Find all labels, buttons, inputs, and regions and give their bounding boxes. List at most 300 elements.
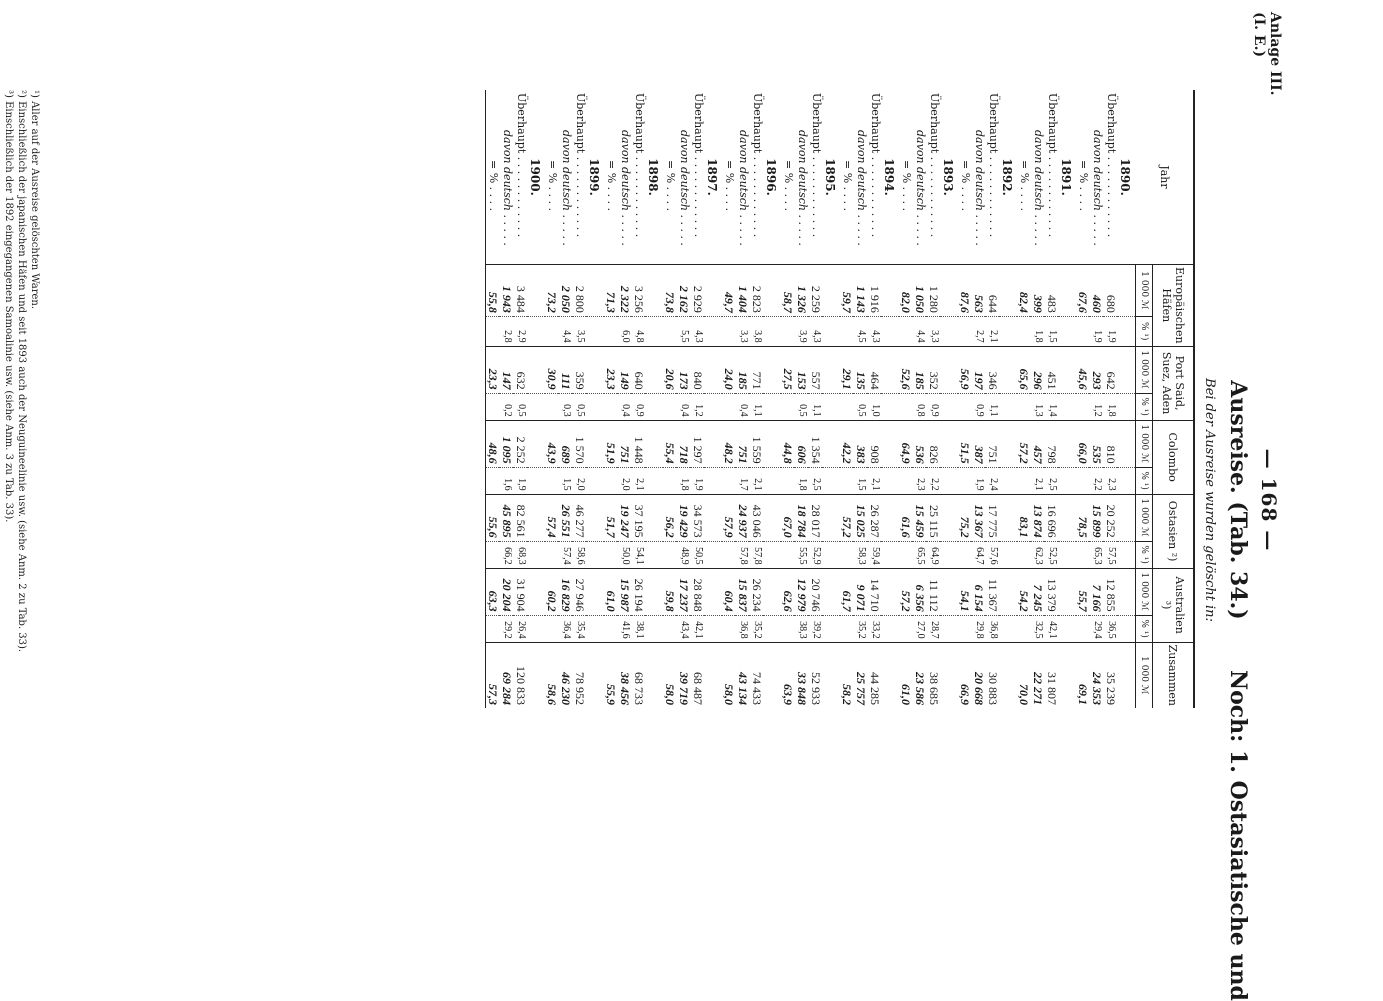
table-row — [573, 90, 587, 708]
percent-cell: 57,4 — [559, 541, 573, 568]
value-cell: 44,8 — [781, 420, 795, 467]
percent-cell: 32,5 — [1031, 615, 1045, 642]
value-cell: 7 166 — [1090, 568, 1104, 615]
empty-cell — [646, 316, 663, 346]
row-label: Überhaupt . . . . . . . . . . . . — [810, 93, 823, 238]
percent-cell — [722, 316, 736, 346]
percent-cell — [840, 393, 854, 420]
value-cell: 3 484 — [514, 265, 528, 317]
value-cell: 535 — [1090, 420, 1104, 467]
value-cell: 57,3 — [486, 642, 501, 708]
value-cell: 632 — [514, 346, 528, 393]
percent-cell: 5,5 — [677, 316, 691, 346]
value-cell: 71,3 — [604, 265, 618, 317]
value-cell: 2 929 — [691, 265, 705, 317]
value-cell: 87,6 — [958, 265, 972, 317]
percent-cell: 2,7 — [972, 316, 986, 346]
percent-cell: 66,2 — [500, 541, 514, 568]
percent-cell — [840, 615, 854, 642]
value-cell: 30,9 — [545, 346, 559, 393]
percent-cell: 35,2 — [750, 615, 764, 642]
value-cell: 16 829 — [559, 568, 573, 615]
percent-cell: 29,8 — [972, 615, 986, 642]
empty-cell — [941, 568, 958, 615]
value-cell: 293 — [1090, 346, 1104, 393]
value-cell: 68 487 — [691, 642, 705, 708]
percent-cell: 2,1 — [986, 316, 1000, 346]
empty-cell — [764, 642, 781, 708]
percent-cell: 65,5 — [913, 541, 927, 568]
empty-cell — [587, 642, 604, 708]
value-cell: 56,2 — [663, 494, 677, 541]
percent-cell — [604, 615, 618, 642]
percent-cell: 0,9 — [927, 393, 941, 420]
value-cell: 135 — [854, 346, 868, 393]
value-cell: 48,6 — [486, 420, 501, 467]
appendix-title: Anlage III. — [1267, 12, 1283, 96]
value-cell: 63,3 — [486, 568, 501, 615]
value-cell: 62,6 — [781, 568, 795, 615]
percent-cell: 52,5 — [1045, 541, 1059, 568]
empty-cell — [823, 420, 840, 467]
value-cell: 149 — [618, 346, 632, 393]
empty-cell — [1059, 467, 1076, 494]
percent-cell — [899, 393, 913, 420]
percent-cell: 4,4 — [559, 316, 573, 346]
value-cell: 296 — [1031, 346, 1045, 393]
col-header-zusammen: Zusammen — [1153, 642, 1195, 708]
percent-cell — [781, 393, 795, 420]
value-cell: 2 162 — [677, 265, 691, 317]
value-cell: 1 326 — [795, 265, 809, 317]
value-cell: 63,9 — [781, 642, 795, 708]
value-cell: 20 204 — [500, 568, 514, 615]
empty-cell — [587, 568, 604, 615]
percent-cell — [663, 467, 677, 494]
value-cell: 51,5 — [958, 420, 972, 467]
empty-cell — [1000, 393, 1017, 420]
empty-cell — [941, 467, 958, 494]
value-cell: 55,9 — [604, 642, 618, 708]
empty-cell — [941, 316, 958, 346]
table-row — [927, 90, 941, 708]
unit-pct: % ¹) — [1136, 316, 1153, 346]
value-cell: 11 367 — [986, 568, 1000, 615]
value-cell: 810 — [1104, 420, 1118, 467]
empty-cell — [646, 467, 663, 494]
percent-cell: 4,8 — [632, 316, 646, 346]
value-cell: 6 356 — [913, 568, 927, 615]
percent-cell: 26,4 — [514, 615, 528, 642]
year-heading-row — [1000, 90, 1017, 708]
empty-cell — [646, 642, 663, 708]
percent-cell — [486, 541, 501, 568]
value-cell: 58,0 — [722, 642, 736, 708]
value-cell: 28 017 — [809, 494, 823, 541]
percent-cell — [781, 541, 795, 568]
empty-cell — [587, 420, 604, 467]
value-cell: 346 — [986, 346, 1000, 393]
table-row — [736, 90, 750, 708]
row-label: davon deutsch . . . . . — [1032, 130, 1045, 246]
value-cell: 55,7 — [1076, 568, 1090, 615]
value-cell: 58,7 — [781, 265, 795, 317]
percent-cell: 33,2 — [868, 615, 882, 642]
percent-cell: 2,1 — [1031, 467, 1045, 494]
year-heading-row — [823, 90, 840, 708]
percent-cell — [1076, 541, 1090, 568]
percent-cell: 62,3 — [1031, 541, 1045, 568]
empty-cell — [882, 642, 899, 708]
empty-cell — [941, 642, 958, 708]
value-cell: 61,0 — [604, 568, 618, 615]
empty-cell — [764, 541, 781, 568]
percent-cell: 52,9 — [809, 541, 823, 568]
table-subtitle: Bei der Ausreise wurden gelöscht in: — [1202, 378, 1217, 622]
percent-cell — [604, 316, 618, 346]
table-row — [663, 90, 677, 708]
empty-cell — [528, 420, 545, 467]
row-label: Überhaupt . . . . . . . . . . . . — [692, 93, 705, 238]
percent-cell — [604, 467, 618, 494]
value-cell: 55,6 — [486, 494, 501, 541]
value-cell: 34 573 — [691, 494, 705, 541]
value-cell: 153 — [795, 346, 809, 393]
percent-cell: 50,0 — [618, 541, 632, 568]
percent-cell: 1,2 — [1090, 393, 1104, 420]
row-label: davon deutsch . . . . . — [501, 130, 514, 246]
percent-cell: 2,5 — [1045, 467, 1059, 494]
empty-cell — [1000, 541, 1017, 568]
table-row — [899, 90, 913, 708]
value-cell: 45,6 — [1076, 346, 1090, 393]
percent-cell: 0,4 — [618, 393, 632, 420]
value-cell: 35 239 — [1104, 642, 1118, 708]
value-cell: 42,2 — [840, 420, 854, 467]
empty-cell — [882, 316, 899, 346]
percent-cell — [663, 393, 677, 420]
empty-cell — [882, 346, 899, 393]
value-cell: 74 433 — [750, 642, 764, 708]
year-heading-row — [587, 90, 604, 708]
value-cell: 483 — [1045, 265, 1059, 317]
value-cell: 52 933 — [809, 642, 823, 708]
percent-cell: 4,3 — [868, 316, 882, 346]
value-cell: 31 807 — [1045, 642, 1059, 708]
table-row — [913, 90, 927, 708]
percent-cell: 36,8 — [986, 615, 1000, 642]
percent-cell: 0,2 — [500, 393, 514, 420]
percent-cell: 0,4 — [677, 393, 691, 420]
table-row — [677, 90, 691, 708]
row-label: davon deutsch . . . . . — [1091, 130, 1104, 246]
percent-cell: 64,7 — [972, 541, 986, 568]
empty-cell — [528, 615, 545, 642]
empty-cell — [587, 346, 604, 393]
empty-cell — [941, 420, 958, 467]
percent-cell: 43,4 — [677, 615, 691, 642]
year-heading-row — [764, 90, 781, 708]
value-cell: 82 561 — [514, 494, 528, 541]
row-label: davon deutsch . . . . . — [973, 130, 986, 246]
percent-cell — [663, 615, 677, 642]
empty-cell — [823, 568, 840, 615]
row-label: davon deutsch . . . . . — [737, 130, 750, 246]
table-row — [795, 90, 809, 708]
value-cell: 27,5 — [781, 346, 795, 393]
empty-cell — [705, 568, 722, 615]
value-cell: 64,9 — [899, 420, 913, 467]
empty-cell — [705, 316, 722, 346]
year-heading-row — [528, 90, 545, 708]
percent-cell: 3,3 — [927, 316, 941, 346]
table-row — [868, 90, 882, 708]
percent-cell — [545, 316, 559, 346]
value-cell: 24 937 — [736, 494, 750, 541]
percent-cell: 58,6 — [573, 541, 587, 568]
percent-cell: 1,2 — [691, 393, 705, 420]
empty-cell — [1118, 642, 1136, 708]
value-cell: 57,2 — [1017, 420, 1031, 467]
percent-cell: 57,6 — [986, 541, 1000, 568]
value-cell: 751 — [736, 420, 750, 467]
value-cell: 37 195 — [632, 494, 646, 541]
empty-cell — [941, 265, 958, 317]
title-main: Ausreise. — [1225, 380, 1251, 494]
empty-cell — [705, 346, 722, 393]
value-cell: 78,5 — [1076, 494, 1090, 541]
value-cell: 185 — [736, 346, 750, 393]
value-cell: 15 987 — [618, 568, 632, 615]
value-cell: 14 710 — [868, 568, 882, 615]
title-continuation: Noch: 1. Ostasiatische und — [1225, 670, 1251, 1001]
value-cell: 798 — [1045, 420, 1059, 467]
value-cell: 67,6 — [1076, 265, 1090, 317]
percent-cell — [486, 316, 501, 346]
empty-cell — [823, 541, 840, 568]
col-header-europe: Europäischen Häfen — [1153, 265, 1195, 347]
value-cell: 51,9 — [604, 420, 618, 467]
percent-cell: 1,8 — [677, 467, 691, 494]
empty-cell — [882, 541, 899, 568]
percent-cell: 58,3 — [854, 541, 868, 568]
value-cell: 38 456 — [618, 642, 632, 708]
value-cell: 680 — [1104, 265, 1118, 317]
percent-cell: 1,4 — [1045, 393, 1059, 420]
year-label: 1897. — [705, 158, 719, 196]
empty-cell — [764, 346, 781, 393]
col-header-colombo: Colombo — [1153, 420, 1195, 494]
empty-cell — [1118, 494, 1136, 541]
value-cell: 2 800 — [573, 265, 587, 317]
value-cell: 57,4 — [545, 494, 559, 541]
value-cell: 54,2 — [1017, 568, 1031, 615]
percent-cell — [958, 541, 972, 568]
value-cell: 120 833 — [514, 642, 528, 708]
value-cell: 23 586 — [913, 642, 927, 708]
empty-cell — [528, 467, 545, 494]
value-cell: 31 904 — [514, 568, 528, 615]
unit-pct: % ¹) — [1136, 393, 1153, 420]
percent-cell: 29,2 — [500, 615, 514, 642]
value-cell: 640 — [632, 346, 646, 393]
percent-cell: 41,6 — [618, 615, 632, 642]
empty-cell — [587, 615, 604, 642]
table-row — [1045, 90, 1059, 708]
col-header-australien: Australien ³) — [1153, 568, 1195, 642]
year-label: 1896. — [764, 158, 778, 196]
value-cell: 56,9 — [958, 346, 972, 393]
table-row — [559, 90, 573, 708]
row-label: = % . . . . — [486, 90, 501, 265]
percent-cell: 1,1 — [986, 393, 1000, 420]
table-row — [781, 90, 795, 708]
row-label: davon deutsch . . . . . — [855, 130, 868, 246]
percent-cell — [899, 615, 913, 642]
percent-cell: 4,4 — [913, 316, 927, 346]
percent-cell: 4,3 — [809, 316, 823, 346]
empty-cell — [882, 615, 899, 642]
percent-cell: 1,9 — [972, 467, 986, 494]
value-cell: 111 — [559, 346, 573, 393]
value-cell: 61,6 — [899, 494, 913, 541]
percent-cell: 35,2 — [854, 615, 868, 642]
row-label: Überhaupt . . . . . . . . . . . . — [574, 93, 587, 238]
empty-cell — [646, 420, 663, 467]
value-cell: 557 — [809, 346, 823, 393]
value-cell: 58,0 — [663, 642, 677, 708]
percent-cell: 1,1 — [750, 393, 764, 420]
empty-cell — [1000, 265, 1017, 317]
empty-cell — [1059, 346, 1076, 393]
value-cell: 48,2 — [722, 420, 736, 467]
empty-cell — [1118, 265, 1136, 317]
row-label: = % . . . . — [900, 160, 913, 212]
empty-cell — [1059, 615, 1076, 642]
value-cell: 57,9 — [722, 494, 736, 541]
value-cell: 46 230 — [559, 642, 573, 708]
percent-cell — [899, 467, 913, 494]
percent-cell — [958, 467, 972, 494]
value-cell: 147 — [500, 346, 514, 393]
percent-cell: 2,1 — [632, 467, 646, 494]
value-cell: 6 154 — [972, 568, 986, 615]
percent-cell — [722, 393, 736, 420]
percent-cell: 65,3 — [1090, 541, 1104, 568]
col-header-ostasien: Ostasien ²) — [1153, 494, 1195, 568]
empty-cell — [764, 494, 781, 541]
empty-cell — [646, 265, 663, 317]
value-cell: 1 297 — [691, 420, 705, 467]
percent-cell: 0,5 — [573, 393, 587, 420]
empty-cell — [1118, 346, 1136, 393]
table-row — [809, 90, 823, 708]
empty-cell — [646, 346, 663, 393]
percent-cell — [899, 541, 913, 568]
year-label: 1891. — [1059, 158, 1073, 196]
table-row — [500, 90, 514, 708]
percent-cell — [1017, 615, 1031, 642]
percent-cell: 42,1 — [1045, 615, 1059, 642]
empty-cell — [705, 541, 722, 568]
percent-cell: 36,5 — [1104, 615, 1118, 642]
value-cell: 644 — [986, 265, 1000, 317]
row-label: = % . . . . — [959, 160, 972, 212]
empty-cell — [1059, 393, 1076, 420]
empty-cell — [1000, 420, 1017, 467]
empty-cell — [646, 568, 663, 615]
empty-cell — [941, 393, 958, 420]
value-cell: 1 916 — [868, 265, 882, 317]
percent-cell — [486, 467, 501, 494]
row-label: = % . . . . — [1018, 160, 1031, 212]
year-heading-row — [646, 90, 663, 708]
value-cell: 59,7 — [840, 265, 854, 317]
empty-cell — [705, 494, 722, 541]
value-cell: 1 095 — [500, 420, 514, 467]
value-cell: 359 — [573, 346, 587, 393]
footnote-3: ³) Einschließlich der 1892 eingegangenen Samoalinie usw. (siehe Anm. 3 zu Tab. 33). — [3, 90, 14, 523]
percent-cell: 1,6 — [500, 467, 514, 494]
empty-cell — [1118, 393, 1136, 420]
table-row — [1090, 90, 1104, 708]
value-cell: 1 559 — [750, 420, 764, 467]
percent-cell: 1,8 — [1104, 393, 1118, 420]
value-cell: 2 050 — [559, 265, 573, 317]
value-cell: 1 404 — [736, 265, 750, 317]
table-row — [1104, 90, 1118, 708]
percent-cell — [722, 541, 736, 568]
empty-cell — [528, 393, 545, 420]
percent-cell: 1,5 — [559, 467, 573, 494]
percent-cell — [958, 393, 972, 420]
empty-cell — [1118, 541, 1136, 568]
empty-cell — [587, 541, 604, 568]
value-cell: 54,1 — [958, 568, 972, 615]
table-row — [722, 90, 736, 708]
unit-thou: 1 000 ℳ — [1136, 568, 1153, 615]
percent-cell — [604, 393, 618, 420]
row-label: davon deutsch . . . . . — [678, 130, 691, 246]
percent-cell — [545, 615, 559, 642]
empty-cell — [587, 494, 604, 541]
table-row — [632, 90, 646, 708]
year-label: 1899. — [587, 158, 601, 196]
percent-cell: 2,1 — [750, 467, 764, 494]
empty-cell — [823, 316, 840, 346]
percent-cell: 2,3 — [913, 467, 927, 494]
value-cell: 13 874 — [1031, 494, 1045, 541]
percent-cell: 59,4 — [868, 541, 882, 568]
empty-cell — [705, 420, 722, 467]
value-cell: 451 — [1045, 346, 1059, 393]
value-cell: 751 — [618, 420, 632, 467]
value-cell: 826 — [927, 420, 941, 467]
percent-cell: 68,3 — [514, 541, 528, 568]
empty-cell — [823, 615, 840, 642]
percent-cell: 1,0 — [868, 393, 882, 420]
empty-cell — [587, 393, 604, 420]
percent-cell: 29,4 — [1090, 615, 1104, 642]
value-cell: 12 979 — [795, 568, 809, 615]
percent-cell: 0,8 — [913, 393, 927, 420]
percent-cell: 1,8 — [1031, 316, 1045, 346]
percent-cell: 1,5 — [854, 467, 868, 494]
empty-cell — [882, 393, 899, 420]
row-label: = % . . . . — [605, 160, 618, 212]
percent-cell — [604, 541, 618, 568]
empty-cell — [587, 265, 604, 317]
